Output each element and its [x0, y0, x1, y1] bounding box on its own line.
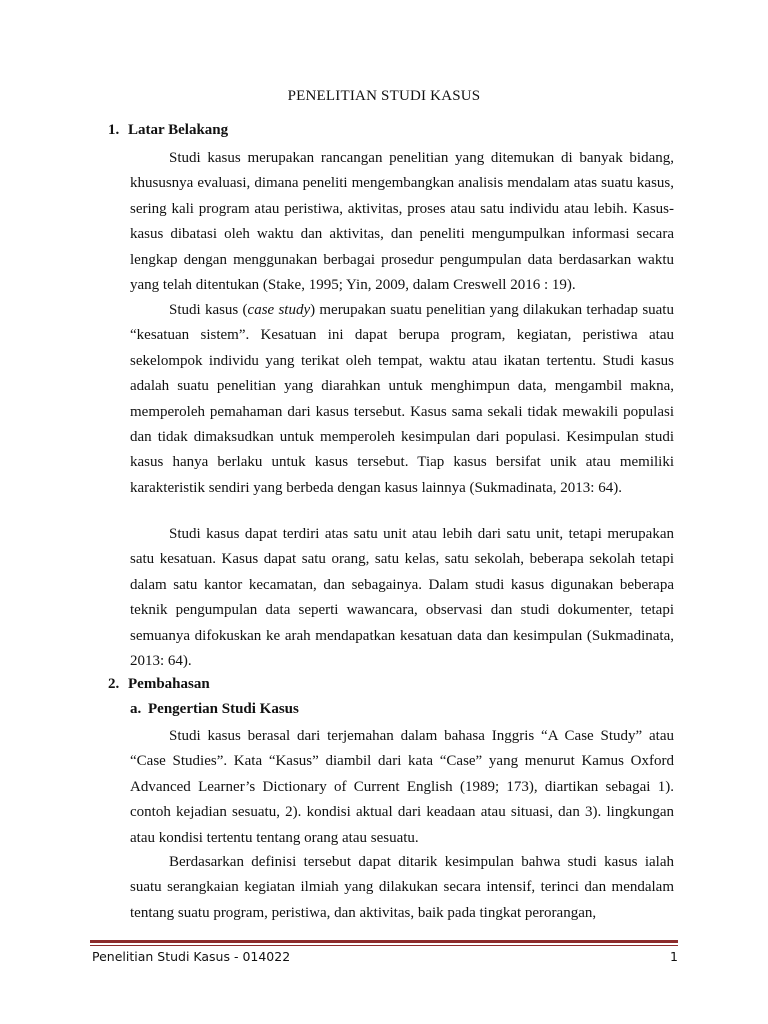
paragraph-pengertian-1: Studi kasus berasal dari terjemahan dalam bahasa Inggris “A Case Study” atau “Case Studies”. Kata “Kasus” diambil dari kata “Case” yang menurut Kamus Oxford Advanced Learner’s Dictionary of Current English (1989; 173), diartikan sebagai 1). contoh kejadian sesuatu, 2). kondisi aktual dari keadaan atau situasi, dan 3). lingkungan atau kondisi tertentu tentang orang atau sesuatu. — [130, 728, 674, 846]
subsection-letter: a. — [130, 701, 142, 717]
paragraph-text: Studi kasus ( — [169, 302, 248, 318]
section-heading-pembahasan — [108, 676, 210, 693]
subsection-heading-pengertian — [130, 701, 299, 718]
footer-divider-thin — [90, 945, 678, 946]
section-number: 2. — [108, 676, 120, 692]
footer-page-number: 1 — [670, 949, 678, 964]
section-heading-text: Pembahasan — [128, 676, 210, 692]
footer-divider-thick — [90, 940, 678, 943]
paragraph-pengertian-2: Berdasarkan definisi tersebut dapat ditarik kesimpulan bahwa studi kasus ialah suatu serangkaian kegiatan ilmiah yang dilakukan secara intensif, terinci dan mendalam tentang suatu program, peristiwa, dan aktivitas, baik pada tingkat perorangan, — [130, 854, 674, 921]
section-heading-text: Latar Belakang — [128, 122, 229, 138]
footer-document-label: Penelitian Studi Kasus - 014022 — [92, 949, 291, 964]
paragraph-latar-belakang-1: Studi kasus merupakan rancangan penelitian yang ditemukan di banyak bidang, khususnya evaluasi, dimana peneliti mengembangkan analisis mendalam atas suatu kasus, sering kali program atau peristiwa, aktivitas, proses atau satu individu atau lebih. Kasus-kasus dibatasi oleh waktu dan aktivitas, dan peneliti mengumpulkan informasi secara lengkap dengan menggunakan berbagai prosedur pengumpulan data berdasarkan waktu yang telah ditentukan (Stake, 1995; Yin, 2009, dalam Creswell 2016 : 19). — [130, 150, 674, 294]
paragraph-latar-belakang-2 — [130, 298, 674, 501]
subsection-heading-text: Pengertian Studi Kasus — [148, 701, 299, 717]
paragraph-text: ) merupakan suatu penelitian yang dilakukan terhadap suatu “kesatuan sistem”. Kesatuan ini dapat berupa program, kegiatan, peristiwa atau sekelompok individu yang terikat oleh tempat, waktu atau ikatan tertentu. Studi kasus adalah suatu penelitian yang diarahkan untuk menghimpun data, mengambil makna, memperoleh pemahaman dari kasus tersebut. Kasus sama sekali tidak mewakili populasi dan tidak dimaksudkan untuk memperoleh kesimpulan dari populasi. Kesimpulan studi kasus hanya berlaku untuk kasus tersebut. Tiap kasus bersifat unik atau memiliki karakteristik sendiri yang berbeda dengan kasus lainnya (Sukmadinata, 2013: 64). — [130, 302, 674, 496]
section-heading-latar-belakang — [108, 122, 228, 139]
section-number: 1. — [108, 122, 120, 138]
italic-term: case study — [247, 302, 311, 318]
page-title: PENELITIAN STUDI KASUS — [287, 88, 481, 104]
paragraph-latar-belakang-3: Studi kasus dapat terdiri atas satu unit atau lebih dari satu unit, tetapi merupakan satu kesatuan. Kasus dapat satu orang, satu kelas, satu sekolah, beberapa sekolah tetapi dalam satu kantor kecamatan, dan sebagainya. Dalam studi kasus digunakan beberapa teknik pengumpulan data seperti wawancara, observasi dan studi dokumenter, tetapi semuanya difokuskan ke arah mendapatkan kesatuan data dan kesimpulan (Sukmadinata, 2013: 64). — [130, 526, 674, 670]
